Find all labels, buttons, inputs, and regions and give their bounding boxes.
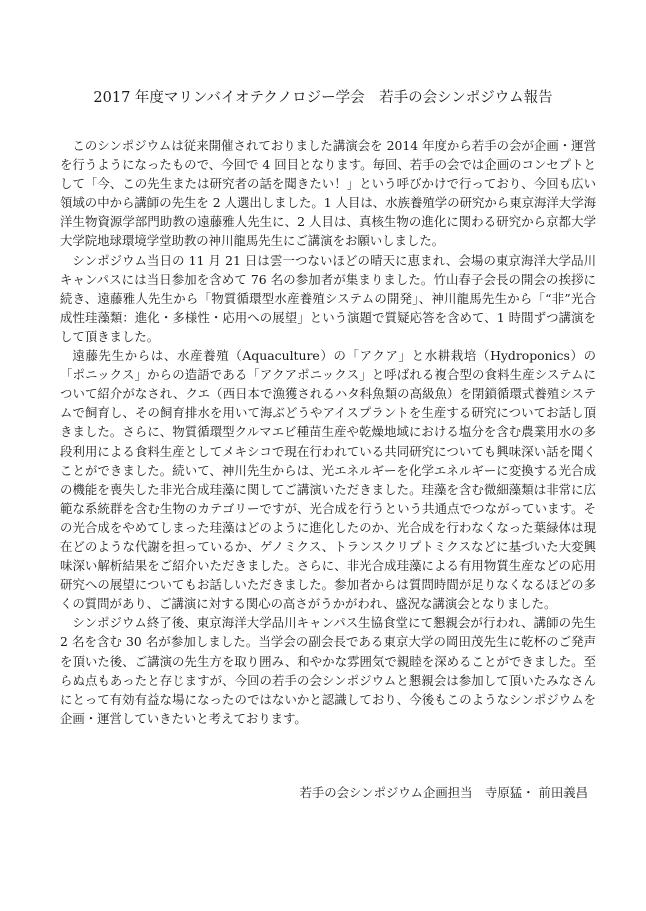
report-title: 2017 年度マリンバイオテクノロジー学会 若手の会シンポジウム報告 <box>93 90 553 106</box>
paragraph-introduction: このシンポジウムは従来開催されておりました講演会を 2014 年度から若手の会が企画・運営を行うようになったもので、今回で 4 回目となります。毎回、若手の会では企画のコンセプトとして「今、この先生または研究者の話を聞きたい！」という呼びかけで行っており、今回も広い領域の中から講師の先生を 2 人選出しました。1 人目は、水族養殖学の研究から東京海洋大学海洋生物資源学部門助教の遠藤雅人先生に、2 人目は、真核生物の進化に関わる研究から京都大学大学院地球環境学堂助教の神川龍馬先生にご講演をお願いしました。 <box>60 138 596 249</box>
report-body <box>60 136 596 728</box>
paragraph-event-day: シンポジウム当日の 11 月 21 日は雲一つないほどの晴天に恵まれ、会場の東京海洋大学品川キャンパスには当日参加を含めて 76 名の参加者が集まりました。竹山春子会長の開会の挨拶に続き、遠藤雅人先生から「物質循環型水産養殖システムの開発」、神川龍馬先生から「“非”光合成性珪藻類：進化・多様性・応用への展望」という演題で質疑応答を含めて、1 時間ずつ講演をして頂きました。 <box>60 252 596 344</box>
paragraph-lecture-content: 遠藤先生からは、水産養殖（Aquaculture）の「アクア」と水耕栽培（Hydroponics）の「ポニックス」からの造語である「アクアポニックス」と呼ばれる複合型の食料生産システムについて紹介がなされ、クエ（西日本で漁獲されるハタ科魚類の高級魚）を閉鎖循環式養殖システムで飼育し、その飼育排水を用いて海ぶどうやアイスプラントを生産する研究についてお話し頂きました。さらに、物質循環型クルマエビ種苗生産や乾燥地域における塩分を含む農業用水の多段利用による食料生産としてメキシコで現在行われている共同研究についても興味深い話を聞くことができました。続いて、神川先生からは、光エネルギーを化学エネルギーに変換する光合成の機能を喪失した非光合成珪藻に関してご講演いただきました。珪藻を含む微細藻類は非常に広範な系統群を含む生物のカテゴリーですが、光合成を行うという共通点でつながっています。その光合成をやめてしまった珪藻はどのように進化したのか、光合成を行わなくなった葉緑体は現在どのような代謝を担っているか、ゲノミクス、トランスクリプトミクスなどに基づいた大変興味深い解析結果をご紹介いただきました。さらに、非光合成珪藻による有用物質生産などの応用研究への展望についてもお話しいただきました。参加者からは質問時間が足りなくなるほどの多くの質問があり、ご講演に対する関心の高さがうかがわれ、盛況な講演会となりました。 <box>60 348 596 612</box>
paragraph-reception: シンポジウム終了後、東京海洋大学品川キャンパス生協食堂にて懇親会が行われ、講師の先生 2 名を含む 30 名が参加しました。当学会の副会長である東京大学の岡田茂先生に乾杯のご発声を頂いた後、ご講演の先生方を取り囲み、和やかな雰囲気で親睦を深めることができました。至らぬ点もあったと存じますが、今回の若手の会シンポジウムと懇親会は参加して頂いたみなさんにとって有効有益な場になったのではないかと認識しており、今後もこのようなシンポジウムを企画・運営していきたいと考えております。 <box>60 615 596 726</box>
signature-line: 若手の会シンポジウム企画担当 寺原猛・ 前田義昌 <box>299 785 588 800</box>
